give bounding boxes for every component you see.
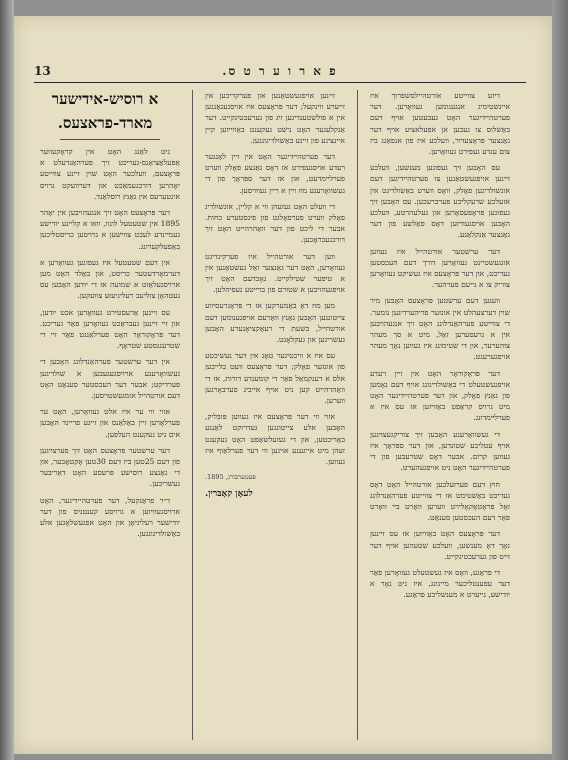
body-paragraph: אזוי ווי דער פּראָצעס איז געווען פּובּליק, האָבען אלע צייטונגען געדרוקט לאַנגע באַריכטען, און די געזעלשאַפט האָט געקענט זעהן מיט אייגענע אויגען ווי דער פערלאַוף איז געווען. bbox=[205, 412, 345, 467]
signature-note: פּעטערבּורג, 1895. bbox=[205, 473, 256, 482]
body-paragraph: ניט לאַנג האָט אין קראָקעווער אַפּעלאַציאָנס-געריכט זיך פערהאַנדעלט א פּראָצעס, וועלכער האָט שוין זיינע צווייטע יאָהרען דורכגעמאַכט און דערוועקט גרויס אינטערעס אין גאַנץ רוסלאַנד. bbox=[40, 147, 180, 201]
body-paragraph: עס זיינען אַרעסטירט געוואָרען אכט יודען, און זיי זיינען געבראַכט געוואָרען פאַר געריכט. דער פּראָקוראָר האָט פערלאַנגט פאַר זיי די שטרענגסטע שטראָף. bbox=[40, 307, 180, 351]
body-paragraph: דער ערשטער פּראָצעס האָט זיך פערצויגען פון דעם 25טען ביז דעם 30טען אָקטאָבער, און די גאַנצע רוסישע פּרעסע האָט דאַריבער געשריבען. bbox=[40, 445, 180, 489]
body-paragraph: דער פערטהיידיגער האָט אין זיין לאַנגער רעדע אויסגעפירט אז דאָס גאַנצע פאָלק ווערט פערלײמדעט, און אז דער ספּראָך פון די געשוואָרענע מוז זיין א ריין געווּויסען. bbox=[205, 152, 345, 195]
body-paragraph: דיזע צווייטע אורטהיילסשפרוך איז איינשטימיג אנגענומען געוואָרען. דער פערטהיידיגער האָט געבעטען אויף דעם באַשלוס צו געבען אן אפעלאציע אויף דער גאַנצער פּראָצעדור, וועלכע איז פון אנפאַנג ביז צום ענדע געפירט געוואָרען. bbox=[370, 91, 510, 157]
left-column bbox=[40, 90, 180, 740]
article-subtitle: מארד-פראצעס. bbox=[57, 114, 153, 132]
article-title: א רוסיש-אידישער bbox=[51, 90, 159, 108]
body-paragraph: חוץ דעם פערזעלבען אורטהייל האָט דאָס געריכט באַשטימט אז די צווייטע פערהאַנדלונג זאָל פּראָטאָקאָלירט ווערען וואָרט ביי וואָרט פאַר דעם העכסטען סענאַט. bbox=[370, 479, 510, 523]
running-title: פ א ר ו ע ר ט ס. bbox=[222, 63, 338, 78]
right-column bbox=[370, 90, 510, 740]
body-paragraph: ווען דער אורטהייל איז פערקינדיגט געוואָרען, האָט דער גאַנצער זאַל געשטאַנען אין א טיפער שטילקייט. נאָכדעם האָט זיך אויפגעהויבען א שטורם פון ברייטע געפיהלען. bbox=[205, 251, 345, 295]
text-columns bbox=[40, 90, 510, 740]
body-paragraph: ד״ר פראַנקעל, דער פערטהיידיגער, האָט ארויסגעוויזען א גרויסע קענטניס פון דער יודישער רעליגיאָן און האָט אפגעשלאָגען אלע באַשולדיגונגען. bbox=[40, 495, 180, 539]
body-paragraph: עס האָבען זיך געפונען מענשען, וועלכע זיינען אויפגעשטאַנען צו פערטהיידיגען דעם אונשולדיגען פאָלק, וואָס ווערט באַשולדיגט אין אזעלכע שרעקליכע פערברעכען. עס האָבען זיך געפונען פּראָפעסאָרען און געלעהרטע, וועלכע האָבען אויסגעוויזען דאָס פאַלשע פון דער גאַנצער אַנקלאַגע. bbox=[370, 163, 510, 240]
body-paragraph: זיינען אויפגעשטאַנען און פערקריכען אין זייערע ווינקעל; דער פּראָצעס איז אויסגעגאַנגען אין א פולשטענדיגען זיג פון גערעכטיגקייט. דער אַנקלעגער האָט נישט געקענט באַווייזען קיין איינציגע פון זיינע באַשולדיגונגען. bbox=[205, 91, 345, 145]
body-paragraph: דער פּראָצעס האָט זיך אנגעהויבען אין יאָהר 1895 אין שטעטעל לונוו, וואו א קליינע יודישע געמיינדע לעבט צווישען א גרויסען כריסטליכען באַפעלקערונג. bbox=[40, 208, 180, 251]
page-number: 13 bbox=[34, 64, 51, 78]
column-divider bbox=[357, 90, 358, 740]
body-paragraph: מען מוז דאָ באַמערקען אז די פּראָגרעסיווע צייטונגען האָבען גאַנץ וואַרעם אויפגענומען דעם אורטהייל, בשעת די רעאַקציאָנערע האָבען געשריגען און געקלאָגט. bbox=[205, 301, 345, 345]
column-divider bbox=[192, 90, 193, 740]
body-paragraph: די וועלט האָט געזעהן ווי א קליין, אונשולדיג פאָלק ווערט פערפאָלגט פון פינסטערע כחות. אבער די ליכט פון דער וואַהרהייט האָט זיך דורכגעבראָכען. bbox=[205, 201, 345, 245]
page-header bbox=[34, 60, 526, 83]
page-left-shadow bbox=[0, 0, 14, 760]
body-paragraph: דער פּראָקוראָר האָט אין זיין רעדע אויפגעשטעלט די באַשולדיגונג אויף דעם נאָמען פון גאַנץ פאָלק, און דער פערטהיידיגער האָט מיט גרויס קראַפט באַוויזען אז עס איז א פערלײמדונג. bbox=[370, 368, 510, 423]
body-paragraph: אין דעם שטעטעל איז געפונען געוואָרען א דערמאָרדעטער כריסט, און באַלד האָט מען ארויסגעלאָזט א שמועה אז די יודען האָבען עס געטהאָן צוליעב רעליגיעזע צוועקען. bbox=[40, 257, 180, 301]
body-paragraph: וועגען דעם ערשטען פּראָצעס האָבען מיר שוין דערצעהלט אין אונזער פריהערדיגען נומער. די צווייטע פערהאַנדלונג האָט זיך אנגעהויבען אין א גרעסערען זאַל, מיט א סך מעהר צוהערער, און די שטימונג איז געווען נאָך מעהר אויפגערעגט. bbox=[370, 296, 510, 362]
middle-column bbox=[205, 90, 345, 740]
body-paragraph: די פראַגע, וואָס איז געשטעלט געוואָרען פאַר דער עפענטליכער מיינונג, איז ניט נאָר א יודישע, נייערט א מענשליכע פראַגע. bbox=[370, 567, 510, 600]
title-rule bbox=[60, 139, 160, 140]
page-right-edge bbox=[552, 0, 568, 760]
body-paragraph: די געשוואָרענע האָבען זיך צוריקגעצויגען אויף עטליכע שטונדען, און דער ספּראָך איז געווען קרום. אבער דאָס שטרעבען פון די פערטהיידיגער האָט ניט אויפגעהערט. bbox=[370, 429, 510, 473]
body-paragraph: אזוי ווי ער איז אלט געוואָרען, האָט ער פערלאָרען זיין באַלאַנס און זיינע פריינד האָבען אים ניט געקענט העלפען. bbox=[40, 407, 180, 439]
body-paragraph: אין דער ערשטער פערהאַנדלונג האָבען די געשוואָרענע ארויסגעגעבען א שולדיגען פערדיקט; אבער דער העכסטער סענאַט האָט דעם אורטהייל אומגעשטויסען. bbox=[40, 357, 180, 401]
body-paragraph: דער פּראָצעס האָט באַוויזען אז עס זיינען נאָך דאָ מענשען, וועלכע שטעהען אויף דער זייט פון גערעכטיגקייט. bbox=[370, 529, 510, 561]
body-paragraph: דער ערשטער אורטהייל איז געווען אונגעשטיינט געוואָרען דורך דעם העכסטען געריכט, און דער פּראָצעס איז געשיקט געוואָרען צוריק צו א נייעם פערהער. bbox=[370, 246, 510, 290]
author-signature: לעאָן קאָבּרין. bbox=[205, 488, 253, 499]
body-paragraph: עס איז א וויכטיגער טאָג אין דער געשיכטע פון אונזער פאָלק; דער פּראָצעס וועט בלייבען אלס א דענקמאַל פאַר די קומענדע דורות, אז די וואַהרהייט קען ניט אויף אייביג פערבאָרגען ווערען. bbox=[205, 351, 345, 406]
